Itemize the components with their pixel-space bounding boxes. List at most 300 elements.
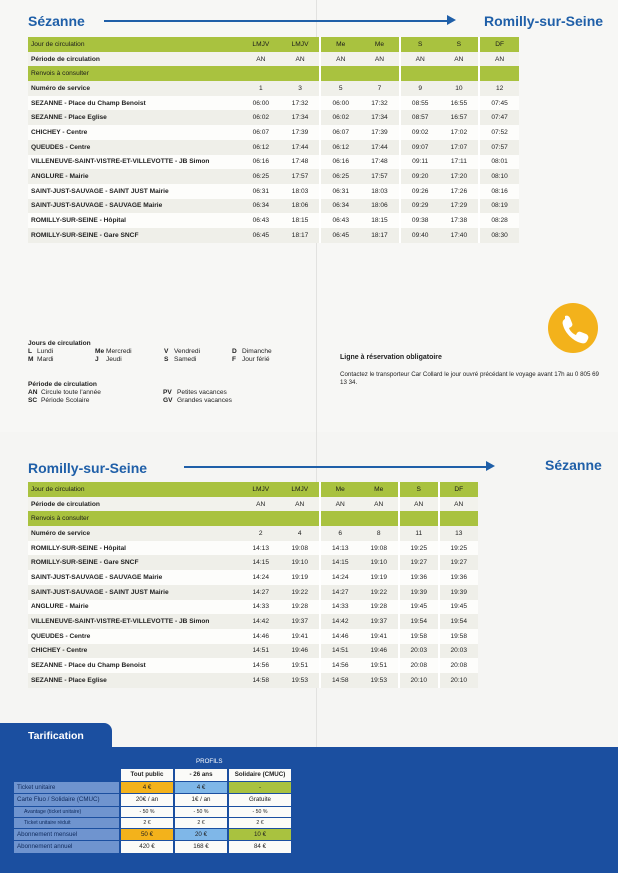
stop-time: 06:16 — [320, 155, 360, 170]
stop-time: 09:40 — [400, 228, 440, 243]
cell: 9 — [400, 81, 440, 96]
stop-name: CHICHEY - Centre — [28, 125, 241, 140]
stop-time: 08:55 — [400, 96, 440, 111]
row-label: Renvois à consulter — [28, 66, 241, 81]
stop-time: 17:32 — [360, 96, 400, 111]
legend-text: Lundi — [37, 348, 54, 356]
stop-time: 19:27 — [399, 555, 439, 570]
stop-row — [28, 600, 478, 615]
stop-time: 17:39 — [360, 125, 400, 140]
row-jour-circulation — [28, 37, 519, 52]
stop-time: 06:00 — [320, 96, 360, 111]
stop-time: 14:46 — [320, 629, 360, 644]
stop-time: 09:11 — [400, 155, 440, 170]
cell: AN — [440, 52, 480, 67]
stop-time: 08:30 — [479, 228, 519, 243]
cell: DF — [479, 37, 519, 52]
legend-text: Jour férié — [242, 356, 270, 364]
stop-time: 07:47 — [479, 110, 519, 125]
timetable-outbound — [28, 37, 519, 243]
stop-row — [28, 110, 519, 125]
stop-time: 17:38 — [440, 213, 480, 228]
cell: Me — [320, 37, 360, 52]
stop-name: SEZANNE - Place du Champ Benoist — [28, 658, 241, 673]
row-renvois — [28, 66, 519, 81]
stop-row — [28, 658, 478, 673]
stop-time: 20:08 — [399, 658, 439, 673]
tarif-cell: 420 € — [121, 841, 173, 853]
tarif-row — [14, 794, 291, 806]
stop-time: 08:01 — [479, 155, 519, 170]
cell: Me — [360, 482, 400, 497]
cell: AN — [360, 52, 400, 67]
stop-time: 17:32 — [281, 96, 321, 111]
stop-row — [28, 96, 519, 111]
legend-code: F — [232, 356, 237, 364]
stop-time: 14:33 — [241, 600, 281, 615]
timetable-return — [28, 482, 478, 688]
cell: LMJV — [241, 37, 281, 52]
stop-time: 19:36 — [399, 570, 439, 585]
stop-time: 17:57 — [360, 169, 400, 184]
stop-time: 06:43 — [320, 213, 360, 228]
tarif-label: Carte Fluo / Solidaire (CMUC) — [14, 794, 119, 806]
cell: 13 — [439, 526, 479, 541]
tarif-cell: 2 € — [175, 818, 227, 828]
row-numero-service — [28, 81, 519, 96]
cell: AN — [439, 497, 479, 512]
tarif-row — [14, 841, 291, 853]
tarif-label: Ticket unitaire réduit — [14, 818, 119, 828]
legend-text: Samedi — [174, 356, 197, 364]
stop-row — [28, 644, 478, 659]
direction-destination: Romilly-sur-Seine — [484, 13, 604, 29]
tarif-row — [14, 829, 291, 841]
stop-time: 14:27 — [241, 585, 281, 600]
tarif-cell: 84 € — [229, 841, 291, 853]
stop-time: 19:53 — [360, 673, 400, 688]
tarif-cell: - 50 % — [121, 807, 173, 817]
stop-time: 16:57 — [440, 110, 480, 125]
stop-row — [28, 673, 478, 688]
stop-time: 18:03 — [281, 184, 321, 199]
stop-time: 06:43 — [241, 213, 281, 228]
direction-arrow-icon — [184, 466, 491, 468]
legend-text: Petites vacances — [177, 389, 227, 397]
stop-time: 19:25 — [399, 541, 439, 556]
tarif-row — [14, 818, 291, 828]
stop-time: 17:34 — [281, 110, 321, 125]
stop-name: SEZANNE - Place Eglise — [28, 673, 241, 688]
row-label: Jour de circulation — [28, 482, 241, 497]
stop-time: 06:12 — [241, 140, 281, 155]
direction-origin: Sézanne — [28, 13, 85, 29]
cell: 5 — [320, 81, 360, 96]
row-numero-service — [28, 526, 478, 541]
legend-code: SC — [28, 397, 38, 405]
cell: 7 — [360, 81, 400, 96]
tarif-label: Ticket unitaire — [14, 782, 119, 794]
tarif-header: Tout public — [121, 769, 173, 781]
stop-time: 17:44 — [281, 140, 321, 155]
row-label: Période de circulation — [28, 52, 241, 67]
stop-name: ROMILLY-SUR-SEINE - Gare SNCF — [28, 228, 241, 243]
cell: 3 — [281, 81, 321, 96]
stop-time: 17:20 — [440, 169, 480, 184]
stop-time: 06:31 — [320, 184, 360, 199]
stop-time: 17:07 — [440, 140, 480, 155]
stop-time: 07:45 — [479, 96, 519, 111]
stop-time: 18:17 — [360, 228, 400, 243]
stop-time: 06:00 — [241, 96, 281, 111]
stop-name: ANGLURE - Mairie — [28, 600, 241, 615]
reservation-title: Ligne à réservation obligatoire — [340, 354, 442, 361]
stop-time: 06:07 — [320, 125, 360, 140]
tarif-cell: Gratuite — [229, 794, 291, 806]
stop-time: 06:45 — [320, 228, 360, 243]
stop-row — [28, 585, 478, 600]
stop-time: 19:28 — [281, 600, 321, 615]
stop-time: 19:39 — [399, 585, 439, 600]
stop-time: 17:34 — [360, 110, 400, 125]
stop-time: 19:46 — [360, 644, 400, 659]
tarif-label: Abonnement annuel — [14, 841, 119, 853]
legend-code: PV — [163, 389, 172, 397]
tarif-row — [14, 782, 291, 794]
legend-text: Dimanche — [242, 348, 272, 356]
stop-time: 19:45 — [439, 600, 479, 615]
legend-jours-title: Jours de circulation — [28, 340, 91, 347]
row-jour-circulation — [28, 482, 478, 497]
legend-code: V — [164, 348, 169, 356]
tarif-header: - 26 ans — [175, 769, 227, 781]
tarif-cell: 10 € — [229, 829, 291, 841]
stop-time: 19:28 — [360, 600, 400, 615]
stop-time: 14:58 — [241, 673, 281, 688]
cell: AN — [399, 497, 439, 512]
stop-time: 19:19 — [281, 570, 321, 585]
tarif-cell: 20 € — [175, 829, 227, 841]
legend-text: Jeudi — [106, 356, 122, 364]
stop-name: SAINT-JUST-SAUVAGE - SAINT JUST Mairie — [28, 585, 241, 600]
stop-time: 14:13 — [320, 541, 360, 556]
stop-time: 19:27 — [439, 555, 479, 570]
stop-time: 18:06 — [360, 199, 400, 214]
tarif-cell: - — [229, 782, 291, 794]
stop-name: ANGLURE - Mairie — [28, 169, 241, 184]
row-periode-circulation — [28, 497, 478, 512]
tarif-profils-label: PROFILS — [196, 758, 223, 765]
stop-time: 17:11 — [440, 155, 480, 170]
stop-time: 17:40 — [440, 228, 480, 243]
cell: 4 — [281, 526, 321, 541]
row-periode-circulation — [28, 52, 519, 67]
stop-time: 14:51 — [241, 644, 281, 659]
stop-row — [28, 555, 478, 570]
stop-time: 09:38 — [400, 213, 440, 228]
cell: AN — [479, 52, 519, 67]
cell: 10 — [440, 81, 480, 96]
cell: AN — [360, 497, 400, 512]
stop-time: 14:42 — [241, 614, 281, 629]
stop-time: 19:25 — [439, 541, 479, 556]
tarif-header: Solidaire (CMUC) — [229, 769, 291, 781]
tarif-cell: 4 € — [175, 782, 227, 794]
stop-time: 17:29 — [440, 199, 480, 214]
stop-row — [28, 125, 519, 140]
stop-time: 18:15 — [281, 213, 321, 228]
stop-time: 06:25 — [320, 169, 360, 184]
stop-time: 19:54 — [399, 614, 439, 629]
stop-time: 14:56 — [241, 658, 281, 673]
stop-time: 08:10 — [479, 169, 519, 184]
stop-time: 19:51 — [360, 658, 400, 673]
stop-name: SAINT-JUST-SAUVAGE - SAINT JUST Mairie — [28, 184, 241, 199]
stop-time: 19:58 — [439, 629, 479, 644]
cell: LMJV — [241, 482, 281, 497]
cell: S — [400, 37, 440, 52]
tarif-label: Avantage (ticket unitaire) — [14, 807, 119, 817]
stop-name: ROMILLY-SUR-SEINE - Hôpital — [28, 213, 241, 228]
stop-time: 19:51 — [281, 658, 321, 673]
stop-row — [28, 140, 519, 155]
stop-row — [28, 570, 478, 585]
stop-time: 17:39 — [281, 125, 321, 140]
stop-time: 17:02 — [440, 125, 480, 140]
stop-time: 19:22 — [360, 585, 400, 600]
stop-time: 17:44 — [360, 140, 400, 155]
stop-time: 06:34 — [320, 199, 360, 214]
legend-text: Mardi — [37, 356, 54, 364]
stop-name: VILLENEUVE-SAINT-VISTRE-ET-VILLEVOTTE - JB Simon — [28, 155, 241, 170]
stop-name: VILLENEUVE-SAINT-VISTRE-ET-VILLEVOTTE - JB Simon — [28, 614, 241, 629]
legend-code: M — [28, 356, 34, 364]
stop-time: 08:28 — [479, 213, 519, 228]
stop-time: 19:22 — [281, 585, 321, 600]
stop-time: 14:15 — [320, 555, 360, 570]
stop-time: 19:08 — [360, 541, 400, 556]
cell: AN — [241, 497, 281, 512]
stop-time: 19:58 — [399, 629, 439, 644]
legend-text: Grandes vacances — [177, 397, 232, 405]
stop-time: 06:02 — [320, 110, 360, 125]
stop-time: 17:48 — [281, 155, 321, 170]
tarif-cell: 2 € — [229, 818, 291, 828]
stop-time: 14:33 — [320, 600, 360, 615]
cell: AN — [241, 52, 281, 67]
stop-row — [28, 199, 519, 214]
stop-name: ROMILLY-SUR-SEINE - Hôpital — [28, 541, 241, 556]
stop-time: 19:08 — [281, 541, 321, 556]
row-renvois — [28, 511, 478, 526]
stop-time: 14:13 — [241, 541, 281, 556]
stop-time: 09:20 — [400, 169, 440, 184]
cell: AN — [320, 52, 360, 67]
stop-time: 07:52 — [479, 125, 519, 140]
stop-time: 19:36 — [439, 570, 479, 585]
stop-time: 17:48 — [360, 155, 400, 170]
stop-time: 14:27 — [320, 585, 360, 600]
stop-time: 19:37 — [360, 614, 400, 629]
stop-time: 18:06 — [281, 199, 321, 214]
reservation-text: Contactez le transporteur Car Collard le jour ouvré précédant le voyage avant 17h au 0 805 69 13 34. — [340, 371, 600, 386]
phone-icon — [548, 303, 598, 353]
stop-name: SAINT-JUST-SAUVAGE - SAUVAGE Mairie — [28, 570, 241, 585]
stop-name: SEZANNE - Place Eglise — [28, 110, 241, 125]
legend-text: Circule toute l'année — [41, 389, 101, 397]
stop-time: 06:07 — [241, 125, 281, 140]
stop-time: 17:26 — [440, 184, 480, 199]
tarif-cell: 50 € — [121, 829, 173, 841]
stop-time: 19:10 — [360, 555, 400, 570]
cell: AN — [281, 52, 321, 67]
stop-row — [28, 169, 519, 184]
stop-time: 06:02 — [241, 110, 281, 125]
stop-time: 19:41 — [281, 629, 321, 644]
row-label: Renvois à consulter — [28, 511, 241, 526]
cell: AN — [320, 497, 360, 512]
legend-code: D — [232, 348, 237, 356]
stop-time: 14:56 — [320, 658, 360, 673]
cell: Me — [360, 37, 400, 52]
tarif-cell: 1€ / an — [175, 794, 227, 806]
stop-time: 09:02 — [400, 125, 440, 140]
stop-time: 14:42 — [320, 614, 360, 629]
cell: 1 — [241, 81, 281, 96]
cell: 12 — [479, 81, 519, 96]
stop-name: QUEUDES - Centre — [28, 140, 241, 155]
stop-time: 09:26 — [400, 184, 440, 199]
stop-time: 19:54 — [439, 614, 479, 629]
legend-code: Me — [95, 348, 105, 356]
legend-code: GV — [163, 397, 173, 405]
stop-name: CHICHEY - Centre — [28, 644, 241, 659]
legend-text: Mercredi — [106, 348, 132, 356]
cell: S — [440, 37, 480, 52]
legend-jours — [28, 340, 302, 365]
stop-time: 18:15 — [360, 213, 400, 228]
tarif-row — [14, 807, 291, 817]
tarif-label: Abonnement mensuel — [14, 829, 119, 841]
legend-code: J — [95, 356, 99, 364]
stop-name: SEZANNE - Place du Champ Benoist — [28, 96, 241, 111]
stop-time: 08:19 — [479, 199, 519, 214]
tarif-cell: 168 € — [175, 841, 227, 853]
stop-time: 19:46 — [281, 644, 321, 659]
tarif-title: Tarification — [0, 723, 112, 747]
stop-row — [28, 155, 519, 170]
row-label: Période de circulation — [28, 497, 241, 512]
legend-periode — [28, 381, 257, 406]
stop-time: 20:10 — [439, 673, 479, 688]
stop-time: 19:19 — [360, 570, 400, 585]
stop-row — [28, 629, 478, 644]
stop-row — [28, 184, 519, 199]
stop-time: 16:55 — [440, 96, 480, 111]
tarif-header-row — [14, 769, 291, 781]
bottom-page — [0, 432, 618, 873]
cell: S — [399, 482, 439, 497]
stop-time: 19:41 — [360, 629, 400, 644]
stop-time: 14:24 — [320, 570, 360, 585]
cell: AN — [400, 52, 440, 67]
direction-arrow-icon — [104, 20, 452, 22]
stop-name: SAINT-JUST-SAUVAGE - SAUVAGE Mairie — [28, 199, 241, 214]
stop-row — [28, 541, 478, 556]
stop-time: 18:03 — [360, 184, 400, 199]
stop-row — [28, 614, 478, 629]
stop-time: 17:57 — [281, 169, 321, 184]
tarif-cell: - 50 % — [229, 807, 291, 817]
direction-origin: Romilly-sur-Seine — [28, 460, 148, 476]
stop-time: 19:10 — [281, 555, 321, 570]
cell: DF — [439, 482, 479, 497]
stop-time: 14:15 — [241, 555, 281, 570]
cell: 8 — [360, 526, 400, 541]
legend-text: Vendredi — [174, 348, 201, 356]
legend-code: AN — [28, 389, 38, 397]
top-page — [0, 0, 618, 432]
stop-time: 19:39 — [439, 585, 479, 600]
stop-time: 19:53 — [281, 673, 321, 688]
cell: 6 — [320, 526, 360, 541]
row-label: Numéro de service — [28, 81, 241, 96]
cell: LMJV — [281, 482, 321, 497]
tarif-cell: 4 € — [121, 782, 173, 794]
stop-time: 06:12 — [320, 140, 360, 155]
legend-code: L — [28, 348, 33, 356]
tarif-table — [12, 768, 293, 854]
tarif-cell: - 50 % — [175, 807, 227, 817]
stop-row — [28, 213, 519, 228]
cell: Me — [320, 482, 360, 497]
stop-time: 20:03 — [439, 644, 479, 659]
row-label: Jour de circulation — [28, 37, 241, 52]
legend-text: Période Scolaire — [41, 397, 90, 405]
stop-time: 19:37 — [281, 614, 321, 629]
direction-destination: Sézanne — [545, 457, 602, 473]
stop-time: 14:24 — [241, 570, 281, 585]
cell: LMJV — [281, 37, 321, 52]
stop-time: 08:57 — [400, 110, 440, 125]
row-label: Numéro de service — [28, 526, 241, 541]
stop-time: 14:51 — [320, 644, 360, 659]
legend-code: S — [164, 356, 169, 364]
stop-time: 19:45 — [399, 600, 439, 615]
stop-time: 20:08 — [439, 658, 479, 673]
stop-time: 09:07 — [400, 140, 440, 155]
stop-row — [28, 228, 519, 243]
legend-periode-title: Période de circulation — [28, 381, 97, 388]
stop-time: 20:03 — [399, 644, 439, 659]
tarif-cell: 20€ / an — [121, 794, 173, 806]
stop-time: 06:34 — [241, 199, 281, 214]
stop-time: 14:58 — [320, 673, 360, 688]
stop-time: 06:25 — [241, 169, 281, 184]
stop-name: QUEUDES - Centre — [28, 629, 241, 644]
stop-time: 20:10 — [399, 673, 439, 688]
stop-time: 07:57 — [479, 140, 519, 155]
stop-time: 09:29 — [400, 199, 440, 214]
stop-time: 06:31 — [241, 184, 281, 199]
cell: 11 — [399, 526, 439, 541]
stop-time: 08:16 — [479, 184, 519, 199]
stop-time: 14:46 — [241, 629, 281, 644]
stop-time: 06:16 — [241, 155, 281, 170]
stop-name: ROMILLY-SUR-SEINE - Gare SNCF — [28, 555, 241, 570]
cell: 2 — [241, 526, 281, 541]
stop-time: 06:45 — [241, 228, 281, 243]
